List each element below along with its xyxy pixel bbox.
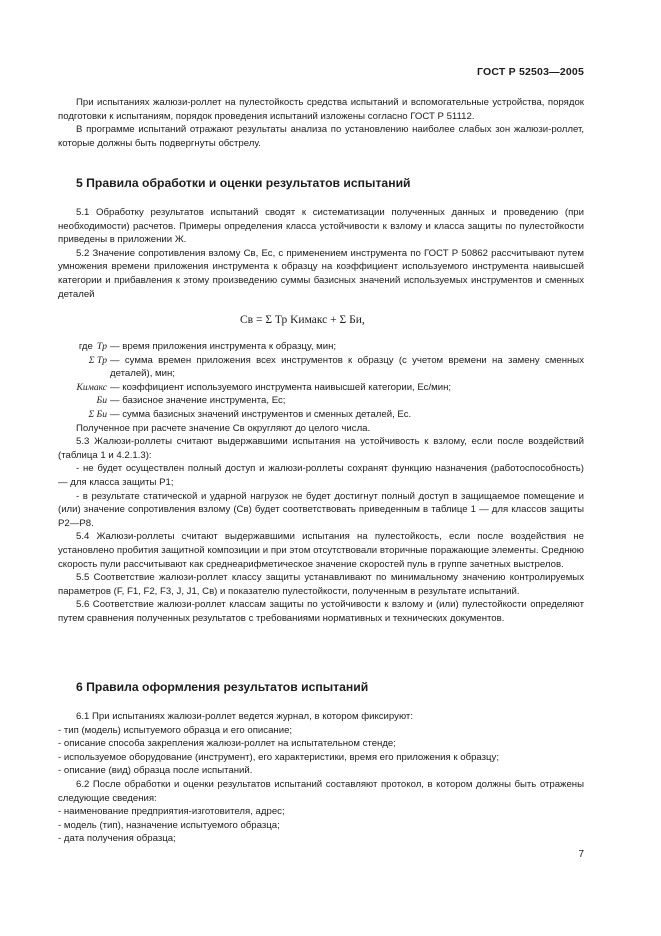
paragraph-5-3-bullet-1: - не будет осуществлен полный доступ и жалюзи-роллеты сохранят функцию назначения (работоспособность) — для класса защиты Р1; [58, 463, 584, 488]
definition-text: — сумма базисных значений инструментов и сменных деталей, Ес. [110, 408, 412, 420]
intro-block [58, 96, 584, 150]
formula-definitions [58, 340, 584, 625]
paragraph-5-5: 5.5 Соответствие жалюзи-роллет классу защиты устанавливают по минимальному значению контролируемых параметров (F, F1, F2, F3, J, J1, Св) и показателю пулестойкости, полученным в результате испытаний. [58, 572, 584, 597]
section-6-body [58, 710, 584, 846]
where-label: где [78, 341, 93, 352]
definition-symbol: Σ Tр [88, 354, 107, 366]
list-item: - описание способа закрепления жалюзи-роллет на испытательном стенде; [58, 738, 396, 750]
intro-paragraph-1: При испытаниях жалюзи-роллет на пулестойкость средства испытаний и вспомогательные устройства, порядок подготовки к испытаниям, порядок проведения испытаний изложены согласно ГОСТ Р 51112. [58, 97, 584, 122]
definition-symbol: Σ Би [88, 408, 107, 420]
definition-text: — время приложения инструмента к образцу, мин; [110, 341, 337, 352]
list-item: - используемое оборудование (инструмент), его характеристики, время его приложения к образцу; [58, 751, 500, 763]
definition-symbol: Tр [96, 341, 107, 352]
list-item: - наименование предприятия-изготовителя, адрес; [58, 806, 285, 818]
definition-text: — сумма времен приложения всех инструментов к образцу (с учетом времени на замену сменных деталей), мин; [110, 354, 584, 380]
document-code-header: ГОСТ Р 52503—2005 [476, 66, 584, 78]
paragraph-5-3-bullet-2: - в результате статической и ударной нагрузок не будет достигнут полный доступ в защищаемое помещение и (или) значение сопротивления взлому (Св) будет соответствовать приведенным в таблице 1 — для классов защиты Р2—Р8. [58, 490, 584, 529]
definition-row [58, 354, 584, 381]
intro-paragraph-2: В программе испытаний отражают результаты анализа по установлению наиболее слабых зон жалюзи-роллет, которые должны быть подвергнуты обстрелу. [58, 124, 584, 149]
definition-symbol: Би [96, 395, 107, 407]
list-item: - модель (тип), назначение испытуемого образца; [58, 819, 280, 831]
list-item: - описание (вид) образца после испытаний. [58, 765, 253, 777]
definition-text: — коэффициент используемого инструмента наивысшей категории, Ес/мин; [110, 381, 452, 393]
resistance-formula: Св = Σ Тр Kимакс + Σ Би, [240, 314, 365, 326]
section-5-title: 5 Правила обработки и оценки результатов испытаний [76, 176, 411, 190]
section-6-title: 6 Правила оформления результатов испытаний [76, 680, 369, 694]
list-item: - тип (модель) испытуемого образца и его описание; [58, 724, 293, 736]
paragraph-5-4: 5.4 Жалюзи-роллеты считают выдержавшими испытания на пулестойкость, если после воздействия не установлено пробития защитной композиции и при этом отсутствовали вторичные поражающие элементы. Среднюю скорость пули рассчитывают как среднеарифметическое значение скоростей пуль в группе зачетных выстрелов. [58, 531, 584, 570]
rounding-note: Полученное при расчете значение Св округляют до целого числа. [76, 422, 371, 434]
page-number: 7 [578, 849, 584, 860]
paragraph-5-2: 5.2 Значение сопротивления взлому Св, Ес, с применением инструмента по ГОСТ Р 50862 рассчитывают путем умножения времени приложения инструмента к образцу на коэффициент используемого инструмента наивысшей категории и прибавления к этому произведению суммы базисных значений используемых инструментов и сменных деталей [58, 247, 584, 300]
definition-row [58, 340, 584, 354]
paragraph-6-2: 6.2 После обработки и оценки результатов испытаний составляют протокол, в котором должны быть отражены следующие сведения: [58, 778, 584, 804]
definition-text: — базисное значение инструмента, Ес; [110, 395, 286, 407]
definition-row [58, 381, 584, 395]
section-5-intro [58, 206, 584, 301]
definition-row [58, 408, 584, 422]
paragraph-6-1: 6.1 При испытаниях жалюзи-роллет ведется журнал, в котором фиксируют: [76, 711, 413, 722]
paragraph-5-6: 5.6 Соответствие жалюзи-роллет классам защиты по устойчивости к взлому и (или) пулестойкости определяют путем сравнения полученных результатов с требованиями нормативных и технических документов. [58, 599, 584, 624]
paragraph-5-3: 5.3 Жалюзи-роллеты считают выдержавшими испытания на устойчивость к взлому, если после воздействий (таблица 1 и 4.2.1.3): [58, 436, 584, 461]
definition-row [58, 394, 584, 408]
paragraph-5-1: 5.1 Обработку результатов испытаний сводят к систематизации полученных данных и проведению (при необходимости) расчетов. Примеры определения класса устойчивости к взлому и класса защиты по пулестойкости приведены в приложении Ж. [58, 207, 584, 246]
list-item: - дата получения образца; [58, 833, 176, 845]
definition-symbol: Kимакс [76, 381, 107, 393]
